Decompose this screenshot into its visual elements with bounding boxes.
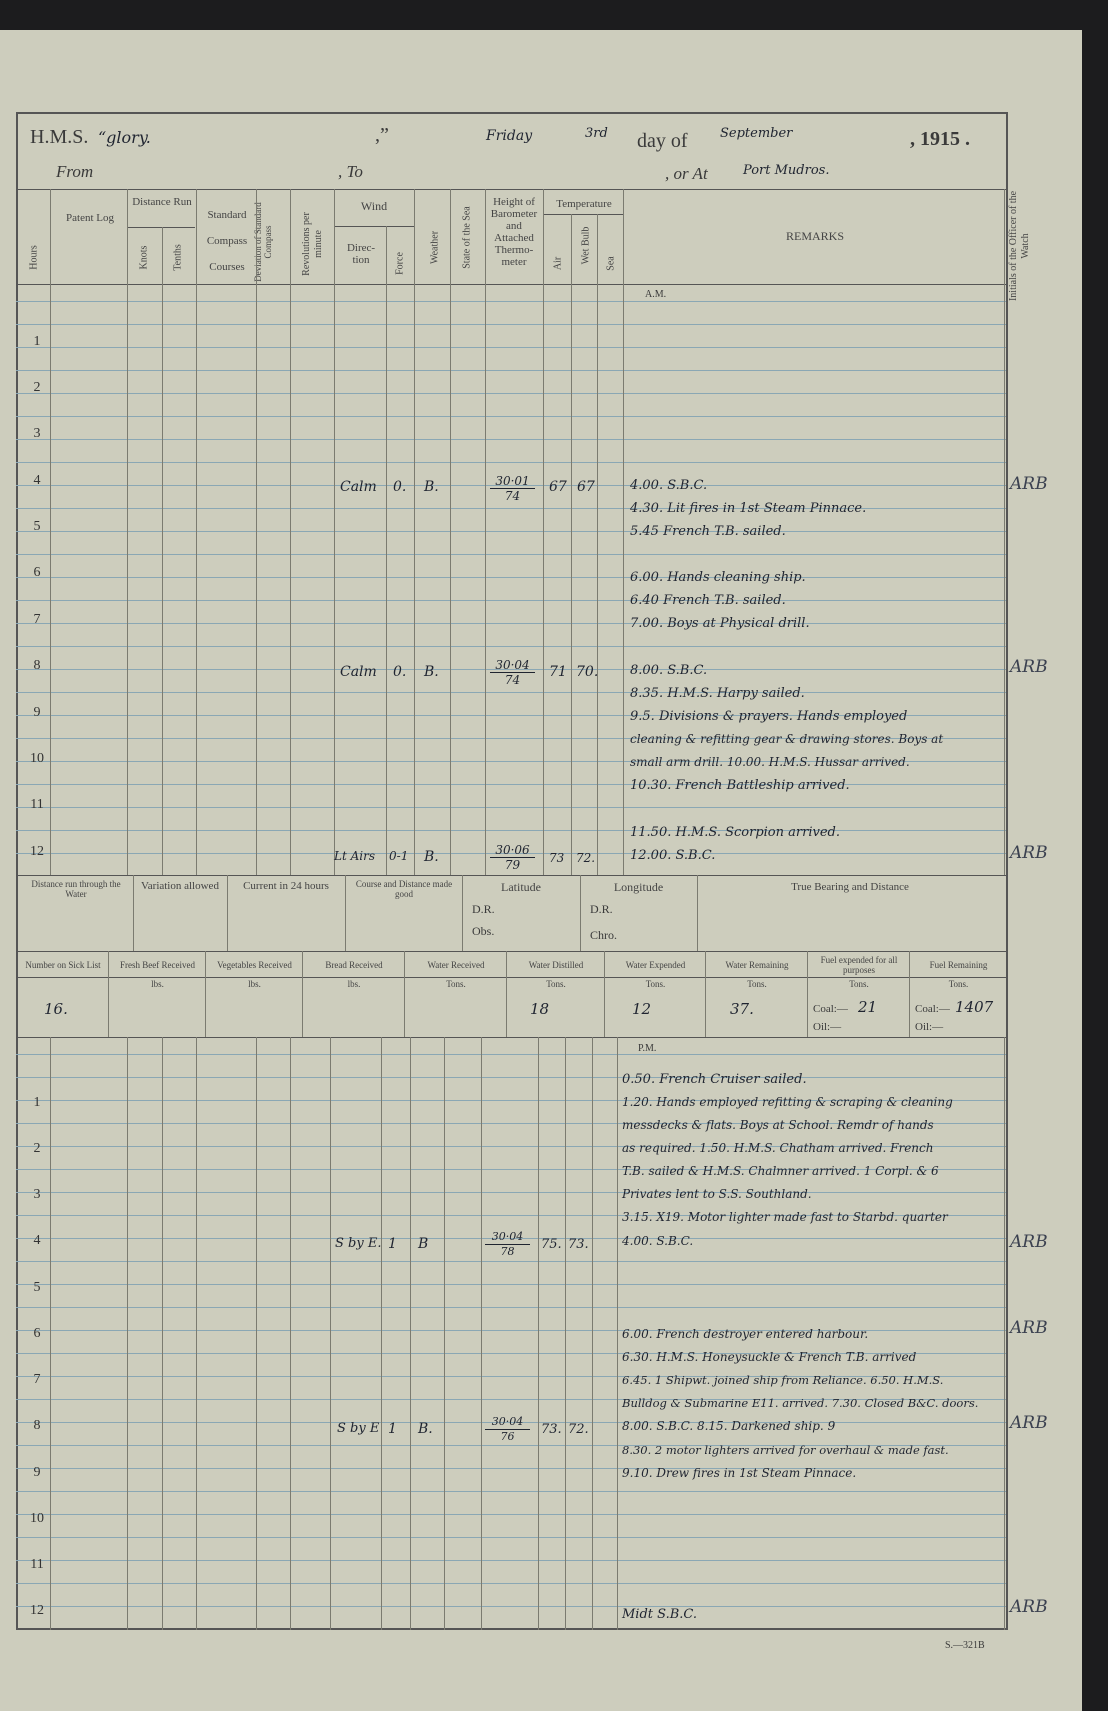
- supplies-divider: [807, 951, 808, 1037]
- summary-divider: [697, 875, 698, 951]
- hour-label: 3: [33, 426, 41, 441]
- pm-rule: [16, 1491, 1006, 1492]
- col-line: [330, 1037, 331, 1630]
- ship-name: “glory.: [98, 128, 151, 147]
- wind-direction: S by E.: [335, 1236, 382, 1251]
- wet-bulb-temp: 72.: [568, 1422, 589, 1437]
- am-rule: [16, 692, 1006, 693]
- col-initials: Initials of the Officer of the Watch: [1008, 190, 1031, 302]
- remark-line: 5.45 French T.B. sailed.: [630, 524, 786, 539]
- unit-label: lbs.: [248, 979, 261, 989]
- hour-label: 4: [33, 473, 41, 488]
- col-wet-bulb: Wet Bulb: [580, 226, 592, 265]
- am-rule: [16, 554, 1006, 555]
- sick-list-value: 16.: [44, 1000, 68, 1018]
- bread-header: Bread Received: [325, 960, 383, 970]
- barometer-reading: [485, 1415, 530, 1444]
- summary-top-rule: [16, 875, 1006, 876]
- officer-initials: ARB: [1010, 1413, 1048, 1433]
- am-rule: [16, 393, 1006, 394]
- supplies-divider: [205, 951, 206, 1037]
- col-wind: Wind: [360, 199, 388, 213]
- col-line: [565, 1037, 566, 1630]
- hour-label: 6: [33, 1326, 41, 1341]
- am-rule: [16, 830, 1006, 831]
- remark-line: 4.00. S.B.C.: [622, 1234, 694, 1248]
- pm-rule: [16, 1054, 1006, 1055]
- unit-label: Tons.: [446, 979, 466, 989]
- remark-line: 8.30. 2 motor lighters arrived for overhaul & made fast.: [622, 1443, 949, 1457]
- col-weather: Weather: [429, 230, 441, 265]
- col-line: [290, 1037, 291, 1630]
- unit-label: lbs.: [151, 979, 164, 989]
- am-rule: [16, 600, 1006, 601]
- am-rule: [16, 324, 1006, 325]
- am-label: A.M.: [645, 289, 667, 300]
- am-rule: [16, 784, 1006, 785]
- remark-line: 6.00. French destroyer entered harbour.: [622, 1327, 869, 1341]
- col-temperature: Temperature: [556, 198, 612, 210]
- wet-bulb-temp: 73.: [568, 1237, 589, 1252]
- variation-label: Variation allowed: [141, 880, 219, 892]
- water-remaining-header: Water Remaining: [725, 960, 789, 970]
- remark-line: 6.45. 1 Shipwt. joined ship from Reliance. 6.50. H.M.S.: [622, 1373, 944, 1387]
- barometer: 30·04: [490, 658, 535, 673]
- weather: B: [418, 1236, 429, 1252]
- hour-label: 7: [33, 1372, 41, 1387]
- col-line: [256, 1037, 257, 1630]
- hour-label: 1: [33, 334, 41, 349]
- remark-line: Midt S.B.C.: [622, 1607, 698, 1622]
- officer-initials: ARB: [1010, 1318, 1048, 1338]
- wind-direction: Calm: [340, 479, 377, 495]
- hour-label: 1: [33, 1095, 41, 1110]
- sick-list-header: Number on Sick List: [25, 960, 101, 970]
- am-rule: [16, 623, 1006, 624]
- hour-label: 4: [33, 1233, 41, 1248]
- thermometer: 74: [504, 489, 521, 503]
- summary-divider: [133, 875, 134, 951]
- supplies-divider: [604, 951, 605, 1037]
- col-line: [290, 189, 291, 875]
- am-rule: [16, 577, 1006, 578]
- water-remaining-value: 37.: [730, 1000, 754, 1018]
- hour-label: 8: [33, 1418, 41, 1433]
- pm-rule: [16, 1468, 1006, 1469]
- remark-line: small arm drill. 10.00. H.M.S. Hussar arrived.: [630, 755, 910, 769]
- col-line: [450, 189, 451, 875]
- col-hours: Hours: [28, 245, 40, 270]
- col-line: [410, 1037, 411, 1630]
- col-patent-log: Patent Log: [66, 212, 114, 224]
- col-line: [1004, 1037, 1005, 1630]
- hour-label: 11: [30, 1557, 44, 1572]
- remark-line: 4.00. S.B.C.: [630, 478, 708, 493]
- hour-label: 7: [33, 612, 41, 627]
- col-line: [617, 1037, 618, 1630]
- barometer-reading: [490, 658, 535, 687]
- thermometer: 78: [500, 1245, 515, 1258]
- officer-initials: ARB: [1010, 843, 1048, 863]
- remark-line: 4.30. Lit fires in 1st Steam Pinnace.: [630, 501, 867, 516]
- distance-run-rule: [127, 227, 195, 228]
- remark-line: 11.50. H.M.S. Scorpion arrived.: [630, 825, 840, 840]
- ship-prefix: H.M.S.: [30, 126, 89, 148]
- wind-rule: [334, 226, 414, 227]
- col-revolutions: Revolutions per minute: [301, 212, 324, 276]
- comma-quote: ,”: [375, 124, 389, 146]
- col-line: [386, 226, 387, 875]
- am-rule: [16, 646, 1006, 647]
- hour-label: 6: [33, 565, 41, 580]
- barometer: 30·01: [490, 474, 535, 489]
- barometer: 30·06: [490, 843, 535, 858]
- supplies-divider: [404, 951, 405, 1037]
- wind-force: 1: [388, 1421, 397, 1437]
- col-line: [334, 189, 335, 875]
- officer-initials: ARB: [1010, 1597, 1048, 1617]
- distance-run-label: Distance run through the Water: [31, 879, 121, 899]
- col-deviation: Deviation of Standard Compass: [253, 202, 273, 282]
- col-line: [414, 189, 415, 875]
- col-line: [381, 1037, 382, 1630]
- officer-initials: ARB: [1010, 657, 1048, 677]
- wet-bulb-temp: 72.: [576, 851, 596, 865]
- unit-label: Tons.: [849, 979, 869, 989]
- weekday: Friday: [486, 128, 533, 144]
- hour-label: 2: [33, 380, 41, 395]
- wind-force: 0-1: [389, 849, 409, 863]
- year: , 1915 .: [910, 128, 970, 150]
- hour-label: 12: [30, 844, 44, 859]
- lat-obs-label: Obs.: [472, 924, 495, 938]
- remark-line: messdecks & flats. Boys at School. Remdr of hands: [622, 1118, 934, 1132]
- water-received-header: Water Received: [427, 960, 485, 970]
- pm-rule: [16, 1077, 1006, 1078]
- am-rule: [16, 462, 1006, 463]
- vegetables-header: Vegetables Received: [217, 960, 292, 970]
- oil-label: Oil:—: [813, 1021, 842, 1033]
- col-barometer: Height of Barometer and Attached Thermo- meter: [490, 196, 538, 268]
- fuel-expended-header: Fuel expended for all purposes: [820, 955, 898, 975]
- remark-line: 8.00. S.B.C. 8.15. Darkened ship. 9: [622, 1419, 836, 1433]
- remark-line: cleaning & refitting gear & drawing stores. Boys at: [630, 732, 944, 746]
- am-rule: [16, 531, 1006, 532]
- supplies-header-rule: [16, 977, 1006, 978]
- am-rule: [16, 416, 1006, 417]
- temperature-rule: [543, 214, 623, 215]
- barometer: 30·04: [485, 1415, 530, 1430]
- barometer-reading: [490, 474, 535, 503]
- beef-header: Fresh Beef Received: [120, 960, 195, 970]
- col-line: [162, 227, 163, 875]
- coal-label: Coal:—: [915, 1003, 950, 1015]
- am-rule: [16, 301, 1006, 302]
- summary-divider: [227, 875, 228, 951]
- col-line: [592, 1037, 593, 1630]
- col-sea: Sea: [605, 256, 617, 271]
- remark-line: Bulldog & Submarine E11. arrived. 7.30. Closed B&C. doors.: [622, 1396, 979, 1410]
- col-line: [538, 1037, 539, 1630]
- header-bottom-rule: [16, 284, 1006, 285]
- col-line: [571, 214, 572, 875]
- wet-bulb-temp: 70.: [576, 664, 599, 680]
- wet-bulb-temp: 67: [577, 479, 595, 495]
- col-state-sea: State of the Sea: [461, 206, 473, 269]
- remark-line: 12.00. S.B.C.: [630, 848, 716, 863]
- place: Port Mudros.: [743, 163, 830, 178]
- air-temp: 75.: [541, 1237, 562, 1252]
- col-standard-compass: Standard Compass Courses: [206, 209, 248, 273]
- supplies-divider: [302, 951, 303, 1037]
- col-distance-run: Distance Run: [132, 196, 192, 208]
- water-distilled-value: 18: [530, 1000, 550, 1018]
- pm-rule: [16, 1307, 1006, 1308]
- hour-label: 3: [33, 1187, 41, 1202]
- am-rule: [16, 347, 1006, 348]
- longitude-label: Longitude: [613, 880, 664, 894]
- course-label: Course and Distance made good: [355, 879, 453, 899]
- remark-line: 9.10. Drew fires in 1st Steam Pinnace.: [622, 1466, 857, 1480]
- remark-line: 8.35. H.M.S. Harpy sailed.: [630, 686, 805, 701]
- col-line: [481, 1037, 482, 1630]
- unit-label: lbs.: [347, 979, 361, 989]
- day-number: 3rd: [585, 126, 608, 141]
- water-distilled-header: Water Distilled: [528, 960, 584, 970]
- col-line: [256, 189, 257, 875]
- unit-label: Tons.: [747, 979, 767, 989]
- col-direction: Direc- tion: [346, 242, 376, 266]
- col-line: [485, 189, 486, 875]
- col-remarks: REMARKS: [785, 229, 844, 243]
- air-temp: 71: [549, 664, 567, 680]
- col-line: [597, 214, 598, 875]
- pm-rule: [16, 1606, 1006, 1607]
- am-rule: [16, 807, 1006, 808]
- col-force: Force: [394, 252, 406, 275]
- weather: B.: [424, 849, 439, 865]
- to-label: , To: [338, 162, 363, 181]
- day-of-label: day of: [637, 130, 688, 152]
- from-label: From: [56, 162, 94, 181]
- officer-initials: ARB: [1010, 474, 1048, 494]
- remark-line: 6.30. H.M.S. Honeysuckle & French T.B. arrived: [622, 1350, 917, 1364]
- remark-line: 7.00. Boys at Physical drill.: [630, 616, 810, 631]
- hour-label: 9: [33, 1465, 41, 1480]
- hour-label: 9: [33, 705, 41, 720]
- barometer-reading: [485, 1230, 530, 1259]
- thermometer: 74: [504, 673, 521, 687]
- coal-remaining-value: 1407: [955, 998, 994, 1016]
- hour-label: 10: [30, 1511, 44, 1526]
- hour-label: 5: [33, 519, 41, 534]
- wind-direction: Calm: [340, 664, 377, 680]
- supplies-divider: [705, 951, 706, 1037]
- remark-line: 3.15. X19. Motor lighter made fast to Starbd. quarter: [622, 1210, 948, 1224]
- supplies-divider: [506, 951, 507, 1037]
- coal-expended-value: 21: [858, 998, 878, 1016]
- air-temp: 67: [549, 479, 567, 495]
- wind-force: 0.: [393, 664, 407, 680]
- am-rule: [16, 439, 1006, 440]
- header-top-rule: [16, 189, 1006, 190]
- air-temp: 73: [549, 851, 565, 865]
- pm-rule: [16, 1284, 1006, 1285]
- col-line: [196, 189, 197, 875]
- or-at-label: , or At: [665, 164, 708, 183]
- month: September: [720, 126, 793, 141]
- col-line: [623, 189, 624, 875]
- remark-line: 10.30. French Battleship arrived.: [630, 778, 850, 793]
- col-line: [127, 189, 128, 875]
- unit-label: Tons.: [645, 979, 666, 989]
- pm-rule: [16, 1514, 1006, 1515]
- pm-rule: [16, 1583, 1006, 1584]
- latitude-label: Latitude: [501, 880, 541, 894]
- remark-line: 0.50. French Cruiser sailed.: [622, 1072, 807, 1087]
- remark-line: as required. 1.50. H.M.S. Chatham arrived. French: [622, 1141, 934, 1155]
- pm-label: P.M.: [638, 1043, 657, 1054]
- supplies-bottom-rule: [16, 1037, 1006, 1038]
- water-expended-value: 12: [632, 1000, 652, 1018]
- hour-label: 2: [33, 1141, 41, 1156]
- barometer: 30·04: [485, 1230, 530, 1245]
- barometer-reading: [490, 843, 535, 872]
- col-knots: Knots: [138, 245, 150, 270]
- summary-divider: [345, 875, 346, 951]
- unit-label: Tons.: [948, 979, 969, 989]
- summary-bottom-rule: [16, 951, 1006, 952]
- thermometer: 76: [500, 1430, 515, 1443]
- wind-force: 1: [388, 1236, 397, 1252]
- hour-label: 12: [30, 1603, 44, 1618]
- col-line: [444, 1037, 445, 1630]
- hour-label: 5: [33, 1280, 41, 1295]
- weather: B.: [424, 479, 439, 495]
- wind-direction: Lt Airs: [334, 849, 376, 863]
- pm-rule: [16, 1560, 1006, 1561]
- supplies-divider: [108, 951, 109, 1037]
- remark-line: T.B. sailed & H.M.S. Chalmner arrived. 1 Corpl. & 6: [622, 1164, 939, 1178]
- pm-rule: [16, 1192, 1006, 1193]
- air-temp: 73.: [541, 1422, 562, 1437]
- officer-initials: ARB: [1010, 1232, 1048, 1252]
- coal-label: Coal:—: [813, 1003, 848, 1015]
- remark-line: 9.5. Divisions & prayers. Hands employed: [630, 709, 908, 724]
- col-line: [196, 1037, 197, 1630]
- remark-line: 8.00. S.B.C.: [630, 663, 708, 678]
- weather: B.: [424, 664, 439, 680]
- remark-line: Privates lent to S.S. Southland.: [622, 1187, 812, 1201]
- lon-chro-label: Chro.: [590, 928, 617, 942]
- remark-line: 6.00. Hands cleaning ship.: [630, 570, 806, 585]
- lon-dr-label: D.R.: [590, 902, 613, 916]
- col-line: [543, 189, 544, 875]
- fuel-remaining-header: Fuel Remaining: [929, 960, 988, 970]
- am-rule: [16, 370, 1006, 371]
- weather: B.: [418, 1421, 433, 1437]
- form-number: S.—321B: [945, 1640, 985, 1651]
- col-line: [127, 1037, 128, 1630]
- wind-force: 0.: [393, 479, 407, 495]
- thermometer: 79: [504, 858, 521, 872]
- water-expended-header: Water Expended: [625, 960, 686, 970]
- col-air: Air: [552, 256, 564, 271]
- current-label: Current in 24 hours: [243, 880, 329, 892]
- remark-line: 6.40 French T.B. sailed.: [630, 593, 786, 608]
- col-tenths: Tenths: [172, 244, 184, 271]
- pm-rule: [16, 1261, 1006, 1262]
- pm-rule: [16, 1537, 1006, 1538]
- unit-label: Tons.: [546, 979, 566, 989]
- remark-line: 1.20. Hands employed refitting & scraping & cleaning: [622, 1095, 953, 1109]
- col-line: [1004, 189, 1005, 875]
- hour-label: 11: [30, 797, 44, 812]
- wind-direction: S by E: [337, 1421, 380, 1436]
- hour-label: 10: [30, 751, 44, 766]
- supplies-divider: [909, 951, 910, 1037]
- bearing-label: True Bearing and Distance: [791, 881, 909, 893]
- hour-label: 8: [33, 658, 41, 673]
- lat-dr-label: D.R.: [472, 902, 495, 916]
- col-line: [162, 1037, 163, 1630]
- oil-label: Oil:—: [915, 1021, 944, 1033]
